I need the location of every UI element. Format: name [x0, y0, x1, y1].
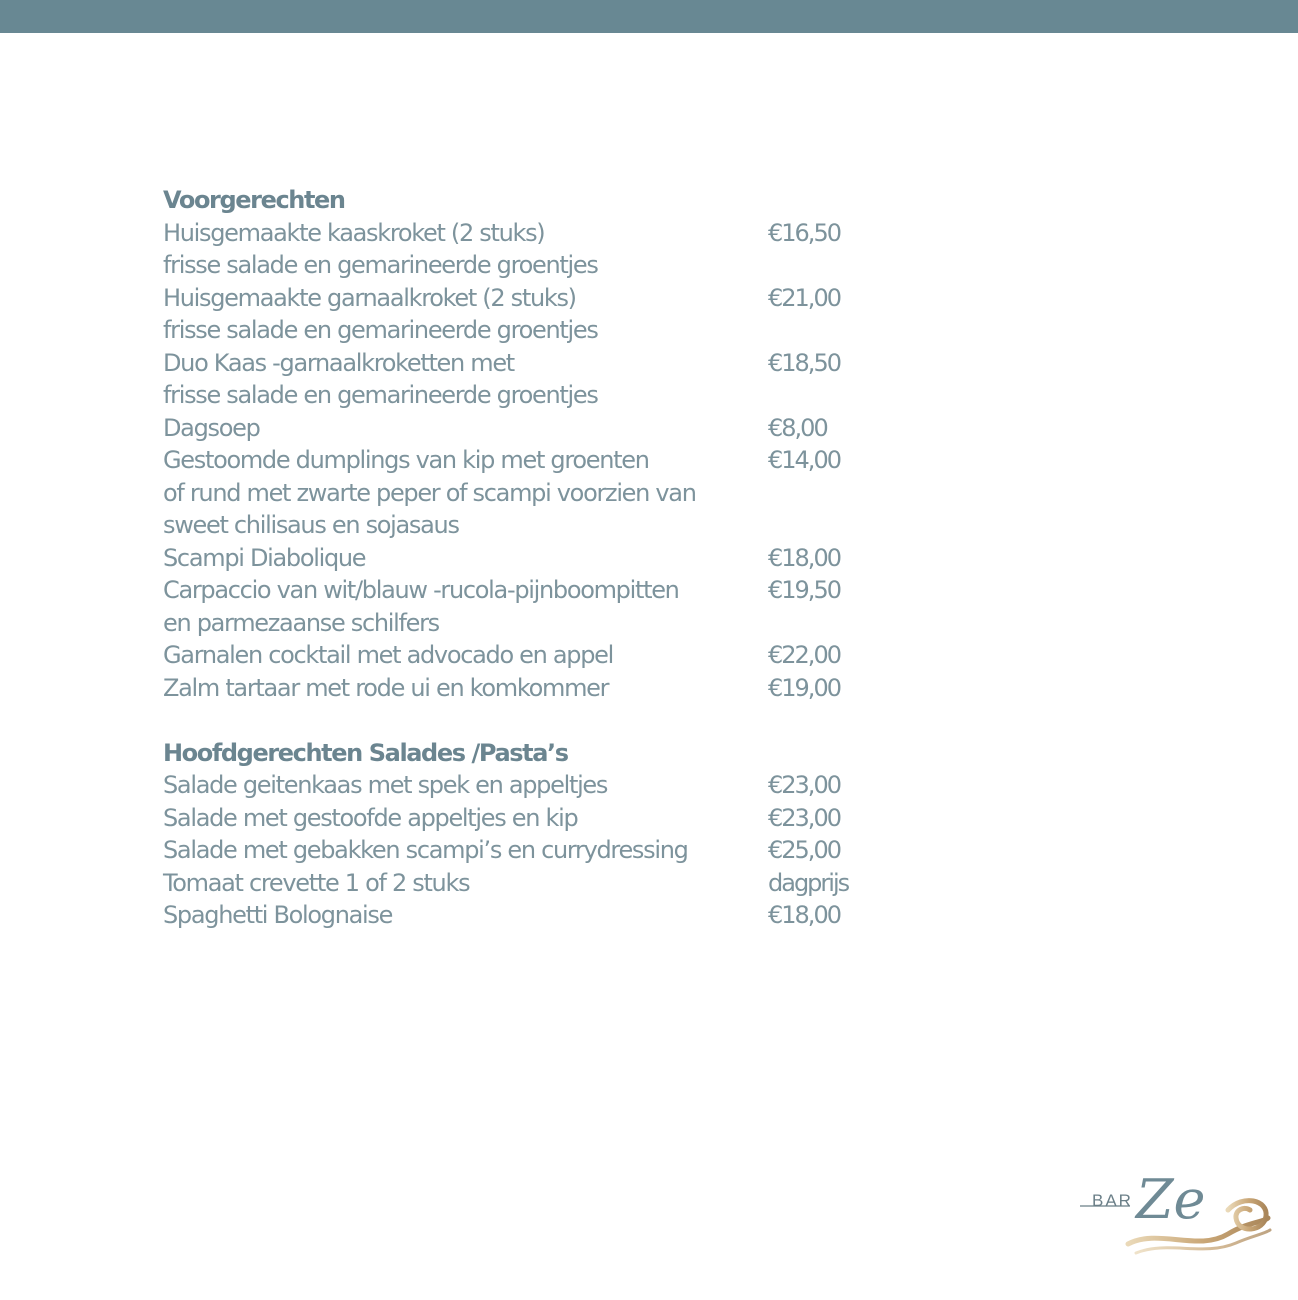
menu-item-price: €19,50	[768, 576, 840, 604]
menu-item-text: Huisgemaakte kaaskroket (2 stuks)	[163, 218, 545, 247]
menu-line	[163, 249, 863, 282]
logo-bar-text: BAR	[1092, 1191, 1133, 1210]
mains-list	[163, 769, 863, 932]
section-title-mains: Hoofdgerechten Salades /Pasta’s	[163, 738, 568, 767]
menu-item-price: €23,00	[768, 771, 840, 799]
menu-item-text: Zalm tartaar met rode ui en komkommer	[163, 673, 609, 702]
menu-line	[163, 509, 863, 542]
menu-line	[163, 899, 863, 932]
menu-line	[163, 867, 863, 900]
menu-item-price: €23,00	[768, 803, 840, 832]
menu-line	[163, 834, 863, 867]
menu-item-text: Gestoomde dumplings van kip met groenten	[163, 446, 649, 474]
menu-line	[163, 574, 863, 607]
section-gap	[163, 704, 863, 737]
menu-item-price: €18,00	[768, 543, 840, 572]
menu-item-price: €21,00	[768, 283, 840, 312]
menu-item-text: Spaghetti Bolognaise	[163, 901, 393, 929]
menu-item-text: Tomaat crevette 1 of 2 stuks	[163, 868, 470, 897]
menu-line	[163, 542, 863, 575]
menu-item-text: Salade met gestoofde appeltjes en kip	[163, 803, 578, 832]
menu-item-text: en parmezaanse schilfers	[163, 608, 439, 637]
menu-item-price: dagprijs	[768, 868, 849, 897]
menu-item-text: sweet chilisaus en sojasaus	[163, 511, 459, 539]
menu-item-text: Dagsoep	[163, 413, 260, 442]
menu-item-text: Carpaccio van wit/blauw -rucola-pijnboompitten	[163, 576, 679, 604]
menu-item-price: €14,00	[768, 446, 840, 474]
menu-item-text: frisse salade en gemarineerde groentjes	[163, 381, 598, 409]
logo-ze-text: Ze	[1136, 1168, 1206, 1231]
menu-line	[163, 217, 863, 250]
menu	[163, 184, 863, 932]
starters-list	[163, 217, 863, 705]
top-bar	[0, 0, 1298, 33]
section-title-starters: Voorgerechten	[163, 186, 345, 214]
menu-line	[163, 282, 863, 315]
menu-line	[163, 347, 863, 380]
menu-line	[163, 314, 863, 347]
menu-line	[163, 477, 863, 510]
menu-line	[163, 802, 863, 835]
menu-item-text: Scampi Diabolique	[163, 543, 366, 572]
menu-item-text: frisse salade en gemarineerde groentjes	[163, 251, 598, 279]
menu-item-price: €16,50	[768, 218, 840, 247]
menu-line	[163, 672, 863, 705]
menu-line	[163, 607, 863, 640]
menu-item-price: €8,00	[768, 413, 827, 442]
menu-item-text: Salade met gebakken scampi’s en currydressing	[163, 836, 688, 864]
barze-logo	[1078, 1158, 1273, 1258]
menu-item-text: Salade geitenkaas met spek en appeltjes	[163, 771, 608, 799]
menu-item-text: Garnalen cocktail met advocado en appel	[163, 641, 613, 669]
menu-line	[163, 379, 863, 412]
menu-item-price: €18,00	[768, 901, 840, 929]
menu-line	[163, 639, 863, 672]
menu-line	[163, 769, 863, 802]
menu-item-text: frisse salade en gemarineerde groentjes	[163, 316, 598, 344]
menu-line	[163, 444, 863, 477]
menu-item-text: Huisgemaakte garnaalkroket (2 stuks)	[163, 283, 576, 312]
menu-item-text: Duo Kaas -garnaalkroketten met	[163, 348, 514, 377]
menu-item-price: €18,50	[768, 348, 840, 377]
menu-line	[163, 412, 863, 445]
menu-item-price: €25,00	[768, 836, 840, 864]
menu-item-price: €22,00	[768, 641, 840, 669]
menu-item-text: of rund met zwarte peper of scampi voorzien van	[163, 478, 696, 507]
menu-item-price: €19,00	[768, 673, 840, 702]
